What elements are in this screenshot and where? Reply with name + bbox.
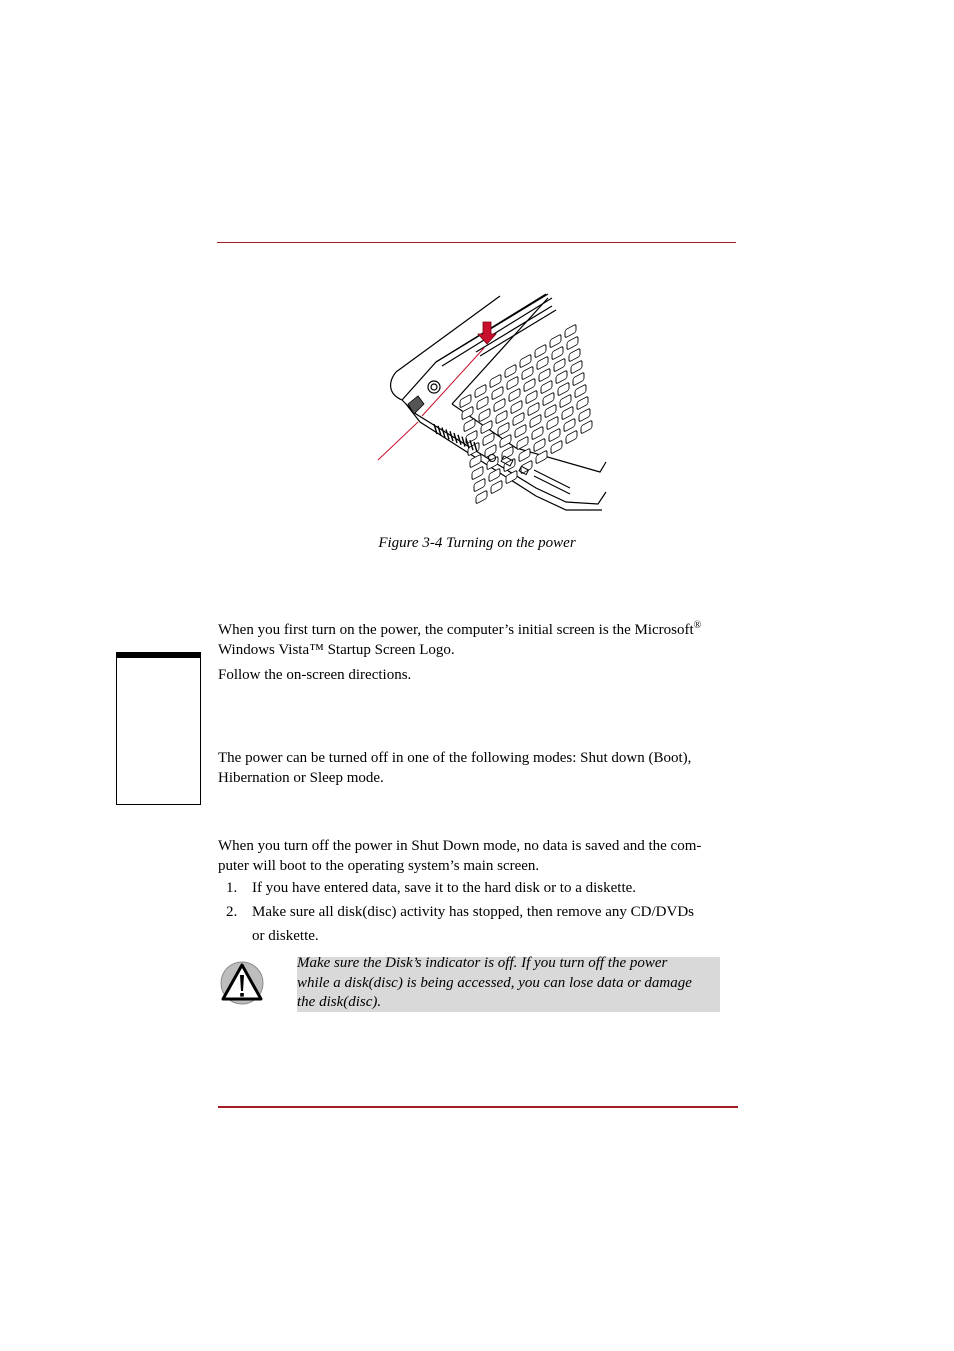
keyboard-key-icon xyxy=(476,490,487,504)
keyboard-key-icon xyxy=(500,434,511,448)
figure-caption: Figure 3-4 Turning on the power xyxy=(378,535,576,551)
keyboard-key-icon xyxy=(504,458,515,472)
caution-line3: the disk(disc). xyxy=(297,994,382,1010)
keyboard-key-icon xyxy=(556,370,567,384)
keyboard-key-icon xyxy=(526,390,537,404)
keyboard-key-icon xyxy=(511,400,522,414)
keyboard-key-icon xyxy=(536,450,547,464)
laptop-power-illustration xyxy=(376,292,608,514)
keyboard-key-icon xyxy=(549,428,560,442)
startup-text-line2: Windows Vista™ Startup Screen Logo. xyxy=(218,642,455,658)
keyboard-key-icon xyxy=(541,380,552,394)
keyboard-key-icon xyxy=(532,426,543,440)
keyboard-key-icon xyxy=(571,360,582,374)
keyboard-key-icon xyxy=(515,424,526,438)
keyboard-key-icon xyxy=(498,422,509,436)
list-item-number: 2. xyxy=(226,904,238,920)
keyboard-key-icon xyxy=(573,372,584,386)
keyboard-key-icon xyxy=(560,394,571,408)
keyboard-key-icon xyxy=(491,480,502,494)
caution-text xyxy=(297,954,720,1013)
registered-mark: ® xyxy=(693,620,702,631)
keyboard-key-icon xyxy=(477,396,488,410)
keyboard-key-icon xyxy=(539,368,550,382)
keyboard-key-icon xyxy=(475,384,486,398)
keyboard-key-icon xyxy=(575,384,586,398)
shutdown-line1: When you turn off the power in Shut Down mode, no data is saved and the com- xyxy=(218,838,702,854)
keyboard-key-icon xyxy=(479,408,490,422)
keyboard-key-icon xyxy=(565,324,576,338)
caution-line2: while a disk(disc) is being accessed, you can lose data or damage xyxy=(297,974,692,991)
keyboard-key-icon xyxy=(507,376,518,390)
keyboard-key-icon xyxy=(464,418,475,432)
keyboard-key-icon xyxy=(517,436,528,450)
keyboard-key-icon xyxy=(524,378,535,392)
keyboard-key-icon xyxy=(564,418,575,432)
keyboard-key-icon xyxy=(528,402,539,416)
caution-line1: Make sure the Disk’s indicator is off. If you turn off the power xyxy=(297,955,668,971)
startup-paragraph xyxy=(218,620,738,660)
keyboard-key-icon xyxy=(494,398,505,412)
keyboard-key-icon xyxy=(513,412,524,426)
directions-paragraph: Follow the on-screen directions. xyxy=(218,667,412,683)
keyboard-key-icon xyxy=(534,438,545,452)
keyboard-key-icon xyxy=(537,356,548,370)
list-item-text-line1: Make sure all disk(disc) activity has stopped, then remove any CD/DVDs xyxy=(252,904,694,920)
keyboard-key-icon xyxy=(550,334,561,348)
keyboard-key-icon xyxy=(483,432,494,446)
vent-slot-icon xyxy=(462,437,465,447)
header-rule xyxy=(217,242,736,243)
list-item-number: 1. xyxy=(226,880,238,896)
keyboard-key-icon xyxy=(460,394,471,408)
keyboard-key-icon xyxy=(547,416,558,430)
keyboard-key-icon xyxy=(535,344,546,358)
startup-text-line1: When you first turn on the power, the computer’s initial screen is the Microsoft xyxy=(218,622,694,638)
keyboard-key-icon xyxy=(468,442,479,456)
keyboard-key-icon xyxy=(474,478,485,492)
keyboard-key-icon xyxy=(577,396,588,410)
keyboard-key-icon xyxy=(562,406,573,420)
chapter-side-tab xyxy=(116,652,201,805)
keyboard-key-icon xyxy=(492,386,503,400)
keyboard-key-icon xyxy=(530,414,541,428)
keyboard-key-icon xyxy=(509,388,520,402)
power-off-modes-paragraph xyxy=(218,748,738,788)
keyboard-key-icon xyxy=(581,420,592,434)
list-item-text-line2: or diskette. xyxy=(252,928,319,944)
keyboard-key-icon xyxy=(545,404,556,418)
keyboard-key-icon xyxy=(543,392,554,406)
keyboard-key-icon xyxy=(505,364,516,378)
shutdown-line2: puter will boot to the operating system’s main screen. xyxy=(218,858,540,874)
keyboard-key-icon xyxy=(579,408,590,422)
keyboard-key-icon xyxy=(520,354,531,368)
keyboard-key-icon xyxy=(551,440,562,454)
footer-rule xyxy=(218,1106,738,1108)
keyboard-key-icon xyxy=(567,336,578,350)
list-item-text: If you have entered data, save it to the hard disk or to a diskette. xyxy=(252,880,637,896)
keyboard-key-icon xyxy=(496,410,507,424)
keyboard-key-icon xyxy=(558,382,569,396)
keyboard-key-icon xyxy=(566,430,577,444)
keyboard-key-icon xyxy=(569,348,580,362)
power-off-line2: Hibernation or Sleep mode. xyxy=(218,770,384,786)
power-off-line1: The power can be turned off in one of the following modes: Shut down (Boot), xyxy=(218,750,692,766)
keyboard-key-icon xyxy=(552,346,563,360)
warning-triangle-icon xyxy=(220,960,264,1006)
list-item-text xyxy=(252,900,736,948)
keyboard-key-icon xyxy=(554,358,565,372)
keyboard-key-icon xyxy=(472,466,483,480)
shutdown-paragraph xyxy=(218,836,738,876)
keyboard-key-icon xyxy=(490,374,501,388)
keyboard-key-icon xyxy=(522,366,533,380)
keyboard-key-icon xyxy=(481,420,492,434)
keyboard-key-icon xyxy=(470,454,481,468)
